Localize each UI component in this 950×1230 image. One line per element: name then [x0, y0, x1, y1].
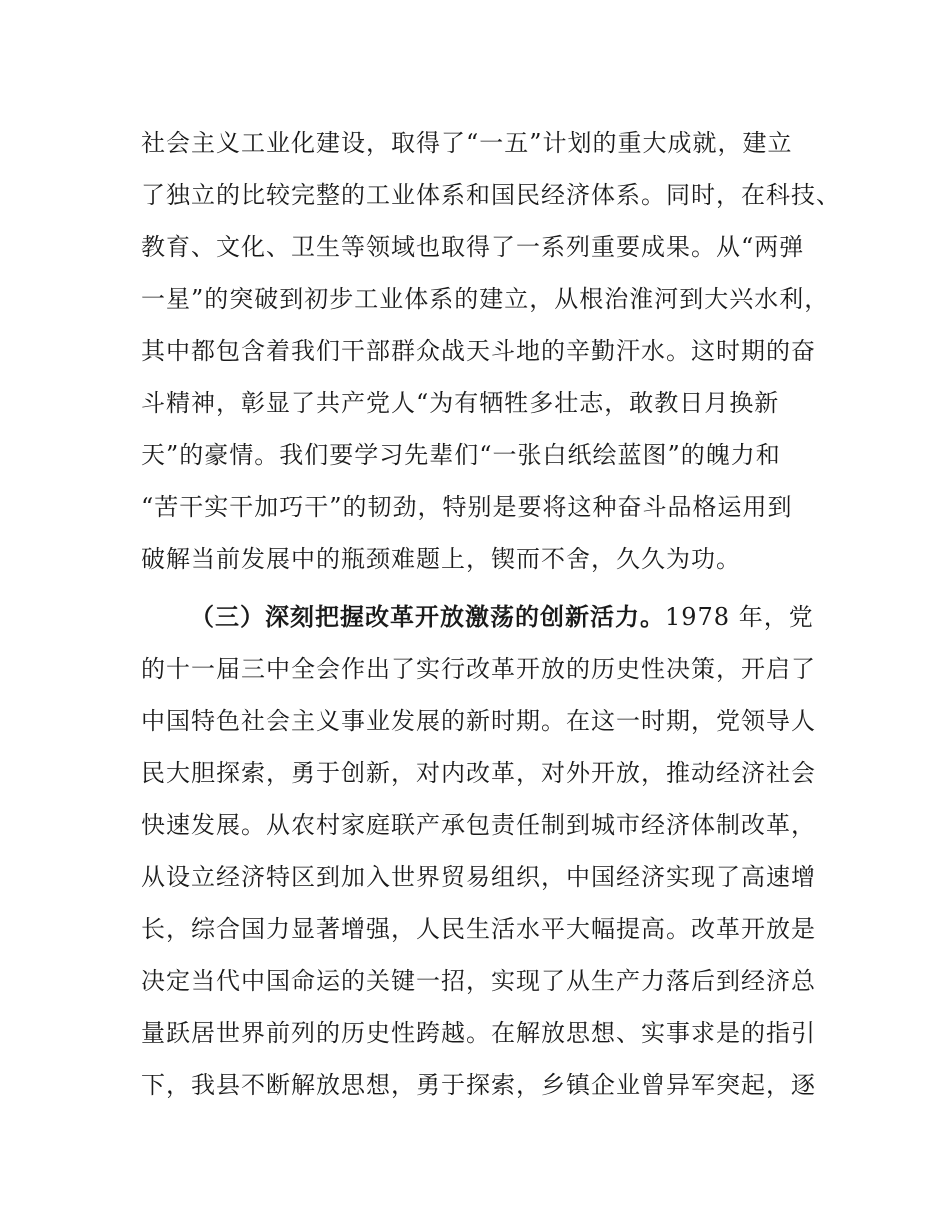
paragraph-line: 量跃居世界前列的历史性跨越。在解放思想、实事求是的指引 — [141, 1019, 816, 1047]
paragraph-line: 教育、文化、卫生等领域也取得了一系列重要成果。从“两弹 — [141, 233, 805, 261]
paragraph-line: 了独立的比较完整的工业体系和国民经济体系。同时，在科技、 — [141, 181, 841, 209]
paragraph-line: 民大胆探索，勇于创新，对内改革，对外开放，推动经济社会 — [141, 759, 816, 787]
paragraph-line: 破解当前发展中的瓶颈难题上，锲而不舍，久久为功。 — [141, 545, 741, 573]
paragraph-line: “苦干实干加巧干”的韧劲，特别是要将这种奋斗品格运用到 — [141, 493, 793, 521]
paragraph-line: 的十一届三中全会作出了实行改革开放的历史性决策，开启了 — [141, 655, 816, 683]
section-heading: （三）深刻把握改革开放激荡的创新活力。 — [190, 603, 665, 631]
paragraph-line: 斗精神，彰显了共产党人“为有牺牲多壮志，敢教日月换新 — [141, 389, 780, 417]
paragraph-line: 从设立经济特区到加入世界贸易组织，中国经济实现了高速增 — [141, 863, 816, 891]
paragraph-text: 1978 年，党 — [665, 603, 814, 631]
paragraph-first-line — [190, 602, 814, 632]
paragraph-line: 长，综合国力显著增强，人民生活水平大幅提高。改革开放是 — [141, 915, 816, 943]
paragraph-line: 决定当代中国命运的关键一招，实现了从生产力落后到经济总 — [141, 967, 816, 995]
paragraph-line: 一星”的突破到初步工业体系的建立，从根治淮河到大兴水利， — [141, 285, 830, 313]
paragraph-line: 其中都包含着我们干部群众战天斗地的辛勤汗水。这时期的奋 — [141, 337, 816, 365]
paragraph-line: 天”的豪情。我们要学习先辈们“一张白纸绘蓝图”的魄力和 — [141, 441, 781, 469]
paragraph-line: 社会主义工业化建设，取得了“一五”计划的重大成就，建立 — [141, 129, 793, 157]
paragraph-line: 中国特色社会主义事业发展的新时期。在这一时期，党领导人 — [141, 707, 816, 735]
paragraph-line: 下，我县不断解放思想，勇于探索，乡镇企业曾异军突起，逐 — [141, 1071, 816, 1099]
paragraph-line: 快速发展。从农村家庭联产承包责任制到城市经济体制改革， — [141, 811, 816, 839]
